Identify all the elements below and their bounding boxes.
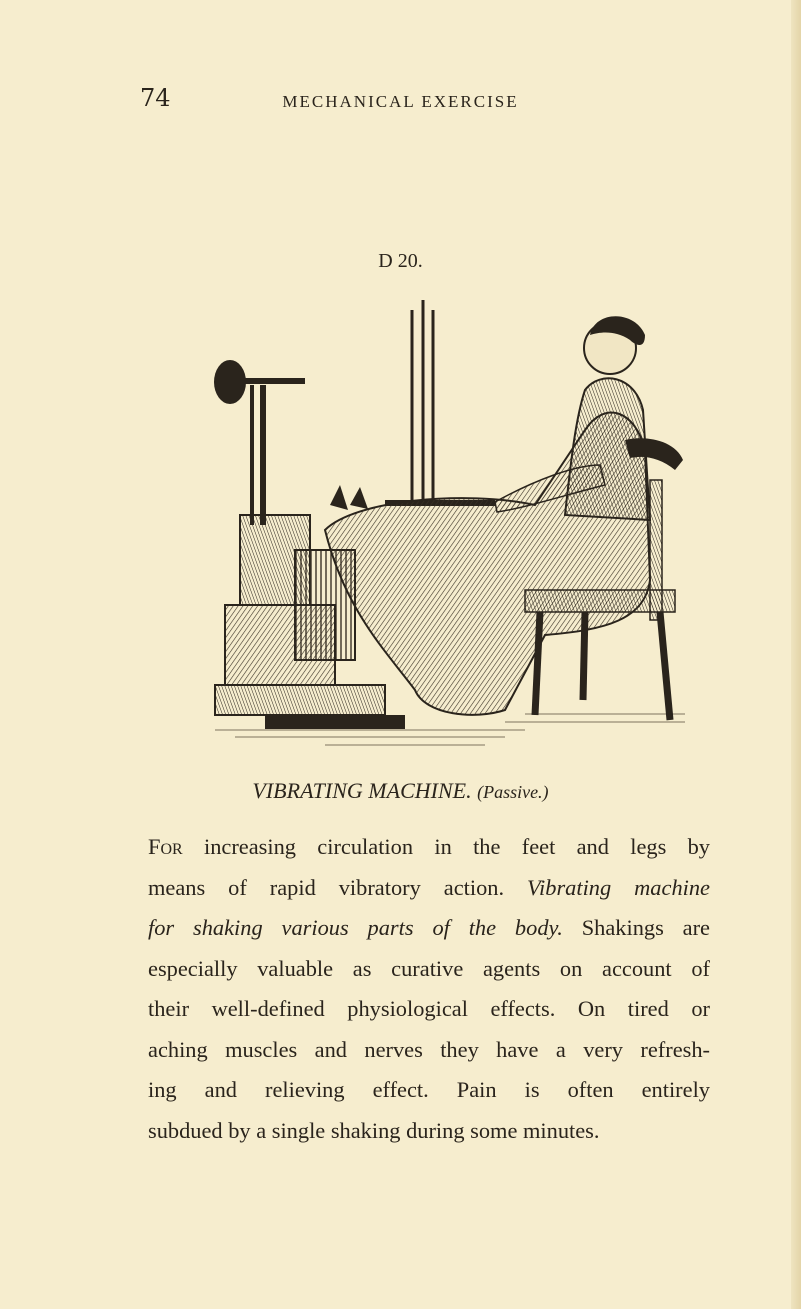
- text-line: means of rapid vibratory action. Vibrating machine: [148, 874, 710, 900]
- text-line: subdued by a single shaking during some minutes.: [148, 1117, 600, 1143]
- caption-title: VIBRATING MACHINE.: [252, 778, 472, 803]
- text-line: especially valuable as curative agents on account of: [148, 955, 710, 981]
- text-line: for shaking various parts of the body. Shakings are: [148, 915, 710, 940]
- text-line: For increasing circulation in the feet and legs by: [148, 834, 710, 859]
- lead-word: For: [148, 834, 183, 859]
- caption-note: (Passive.): [477, 782, 549, 802]
- text-line: their well-defined physiological effects. On tired or: [148, 996, 710, 1021]
- figure-illustration: [205, 290, 695, 760]
- figure-caption: [0, 778, 801, 804]
- text-line: aching muscles and nerves they have a very refresh-: [148, 1036, 710, 1062]
- vibrating-machine-engraving: [205, 290, 695, 760]
- body-paragraph: [148, 827, 710, 1151]
- page-edge: [791, 0, 801, 1309]
- page-number: 74: [140, 84, 171, 112]
- text-line: ing and relieving effect. Pain is often entirely: [148, 1077, 710, 1102]
- running-head: MECHANICAL EXERCISE: [282, 92, 519, 111]
- figure-label: D 20.: [378, 250, 423, 272]
